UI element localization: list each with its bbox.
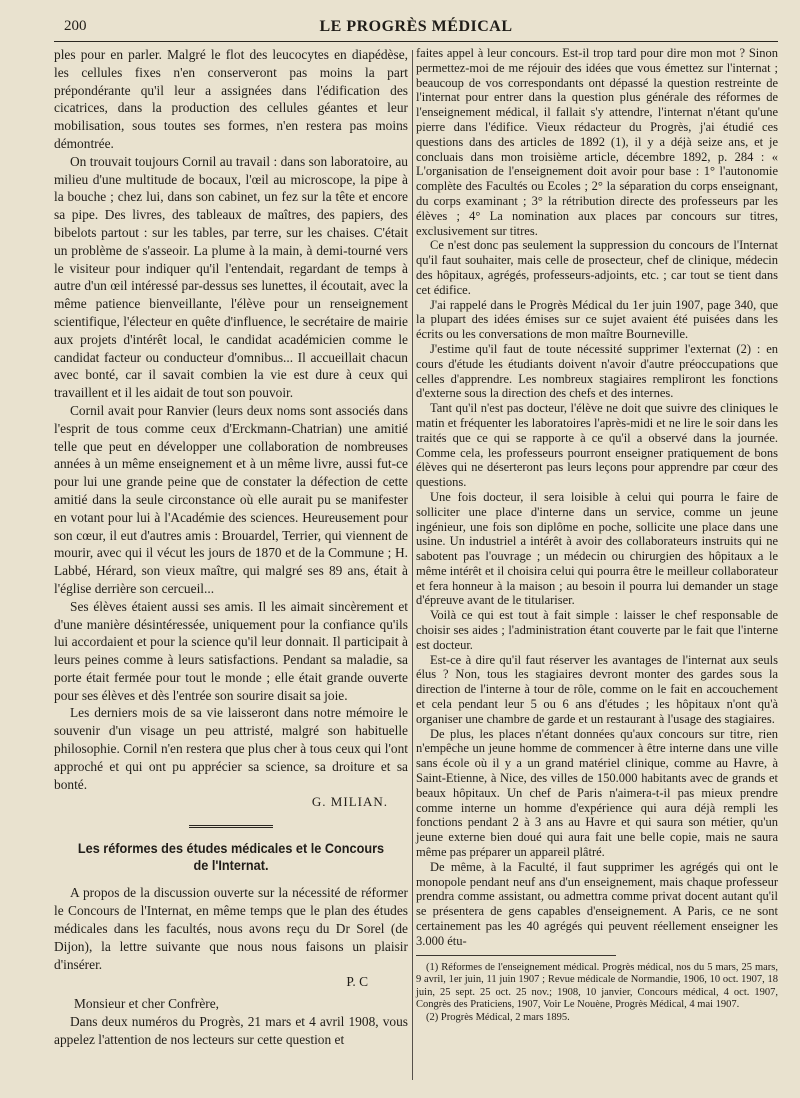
paragraph: faites appel à leur concours. Est-il trop tard pour dire mon mot ? Sinon permettez-moi de me réjouir des idées que vous émettez sur l'internat ; beaucoup de vos correspondants ont dépassé la question restreinte de l'internat pour entrer dans la question plus générale des réformes de l'enseignement médical, il fallait s'y attendre, l'internat n'étant qu'une pierre dans l'édifice. Vieux rédacteur du Progrès, j'ai étudié ces questions dans des articles de 1892 (1), il y a déjà seize ans, et je concluais dans mon troisième article, décembre 1892, p. 284 : « L'organisation de l'enseignement doit avoir pour base : 1° l'autonomie complète des Facultés ou Ecoles ; 2° la séparation du corps enseignant, du corps examinant ; 3° la rétribution directe des professeurs par les élèves ; 4° La nomination aux places par concours sur titres, exclusivement sur titres. [416, 46, 778, 238]
paragraph: On trouvait toujours Cornil au travail : dans son laboratoire, au milieu d'une multitude de bocaux, l'œil au microscope, la pipe à la bouche ; chez lui, dans son cabinet, un fez sur la tête et encore sa pipe. Des livres, des tableaux de maîtres, des papiers, des bibelots partout : sur les tables, par terre, sur les chaises. C'était un problème de s'asseoir. La plume à la main, à demi-tourné vers le visiteur pour indiquer qu'il l'entendait, regardant de temps à autre d'un œil intéressé par-dessus ses lunettes, il écoutait, avec la même patience bienveillante, l'élève pour un renseignement scientifique, l'électeur en quête d'influence, le secrétaire de mairie aux projets d'intérêt local, le candidat académicien comme le candidat facteur ou conducteur d'omnibus... Il accueillait chacun avec bonté, car il savait combien la vie est dure à ceux qui travaillent et il les aidait de tout son pouvoir. [54, 153, 408, 401]
column-divider [412, 50, 413, 1080]
footnote: (2) Progrès Médical, 2 mars 1895. [426, 1011, 570, 1023]
paragraph: ples pour en parler. Malgré le flot des leucocytes en diapédèse, les cellules fixes n'en conserveront pas moins la part prépondérante qu'il leur a assignées dans l'édification des cicatrices, dans la production des cellules géantes et leur mobilisation, sous toutes ses formes, n'en restera pas moins démontrée. [54, 47, 408, 151]
paragraph: Ce n'est donc pas seulement la suppression du concours de l'Internat qu'il faut souhaiter, mais celle de prosecteur, chef de clinique, médecin des hôpitaux, agrégés, professeurs-adjoints, etc. ; car tout se tient dans cet édifice. [416, 238, 778, 297]
paragraph: Ses élèves étaient aussi ses amis. Il les aimait sincèrement et d'une manière désintéressée, uniquement pour la confiance qu'ils lui accordaient et pour la science qu'il leur donnait. Il participait à leurs peines comme à leurs satisfactions. Pendant sa maladie, sa porte était fermée pour tout le monde ; elle était grande ouverte pour ses élèves et dès l'entrée son sourire disait sa joie. [54, 598, 408, 703]
page-header [54, 14, 778, 42]
paragraph: Les derniers mois de sa vie laisseront dans notre mémoire le souvenir d'un visage un peu attristé, malgré son habituelle philosophie. Cornil n'en restera que plus cher à tous ceux qui l'ont approché et qui ont pu apprécier sa science, sa droiture et sa bonté. [54, 705, 408, 792]
paragraph: Est-ce à dire qu'il faut réserver les avantages de l'internat aux seuls élus ? Non, tous les stagiaires devront monter des gardes sous la direction de l'interne à tour de rôle, comme on le fait en accouchement et cela pendant leur 5 ou 6 ans d'études ; les hôpitaux n'ont qu'à organiser une chambre de garde et un restaurant à l'usage des stagiaires. [416, 652, 778, 726]
paragraph: J'ai rappelé dans le Progrès Médical du 1er juin 1907, page 340, que la plupart des idées émises sur ce sujet avaient été puisées dans les écrits ou les conversations de mon maître Bourneville. [416, 297, 778, 342]
paragraph: Cornil avait pour Ranvier (leurs deux noms sont associés dans l'esprit de tous comme ceux d'Erckmann-Chatrian) une amitié telle que peut en développer une collaboration de nombreuses années à un même enseignement et à un même livre, aussi fut-ce pour lui une grande peine que de constater la défection de cette amitié dans la seule circonstance où elle aurait pu se manifester en votant pour lui à l'Académie des sciences. Heureusement pour son cœur, il eut d'autres amis : Brouardel, Terrier, qui viennent de mourir, avec qui il vécut les jours de 1870 et de la Commune ; H. Labbé, Hérard, son vieux maître, qui malgré ses 89 ans, était à l'église derrière son cercueil... [54, 402, 408, 596]
page-number: 200 [64, 18, 87, 34]
article-title: Les réformes des études médicales et le Concours de l'Internat. [77, 841, 385, 874]
footnote: (1) Réformes de l'enseignement médical. Progrès médical, nos du 5 mars, 25 mars, 9 avril, 1er juin, 11 juin 1907 ; Revue médicale de Normandie, 1906, 10 oct. 1907, 18 juin, 25 sept. 25 oct. 25 nov.; 1908, 10 janvier, Concours médical, 4 oct. 1907, Congrès des Praticiens, 1907, Voir Le Nouène, Progrès Médical, 4 mai 1907. [416, 961, 778, 1011]
paragraph: De même, à la Faculté, il faut supprimer les agrégés qui ont le monopole pendant neuf ans d'un enseignement, mais chaque professeur prendra comme assistant, ou admettra comme privat docent autant qu'il se présentera de gens capables d'enseignement. A Paris, ce ne sont certainement pas les 40 agrégés qui peuvent réellement enseigner les 3.000 étu- [416, 859, 778, 948]
paragraph: Tant qu'il n'est pas docteur, l'élève ne doit que suivre des cliniques le matin et fréquenter les laboratoires l'après-midi et ne lire le soir dans les traités que ce qui se rapporte à ce qu'il a observé dans la journée. Comme cela, les professeurs pourront enseigner pratiquement de bons élèves qui ne déserteront pas leurs leçons pour apprendre par cœur des questions. [416, 401, 778, 490]
paragraph: Une fois docteur, il sera loisible à celui qui pourra le faire de solliciter une place d'interne dans un service, comme un jeune ingénieur, une fois son diplôme en poche, sollicite une place dans une usine. Un industriel a intérêt à avoir des collaborateurs instruits qui ne sabotent pas l'ouvrage ; un médecin ou chirurgien des hôpitaux a le même intérêt et il choisira celui qui pourra être le meilleur collaborateur et fera honneur à la maison ; au besoin il pourra lui demander un stage d'épreuve avant de le titulariser. [416, 489, 778, 608]
letter-paragraph: Dans deux numéros du Progrès, 21 mars et 4 avril 1908, vous appelez l'attention de nos lecteurs sur cette question et [54, 1014, 408, 1048]
left-column [54, 46, 408, 1049]
footnote-rule [416, 955, 616, 956]
letter-salutation: Monsieur et cher Confrère, [74, 996, 220, 1012]
section-rule [189, 825, 273, 828]
text-columns [54, 46, 778, 1098]
intro-paragraph: A propos de la discussion ouverte sur la nécessité de réformer le Concours de l'Internat, en même temps que le plan des études médicales dans les facultés, nous avons reçu du Dr Sorel (de Dijon), la lettre suivante que nous nous faisons un plaisir d'insérer. [54, 885, 408, 972]
paragraph: Voilà ce qui est tout à fait simple : laisser le chef responsable de choisir ses aides ; l'administration étant couverte par le fait que l'interne est docteur. [416, 608, 778, 652]
editor-initials: P. C [346, 974, 368, 990]
right-column [416, 46, 778, 1025]
paragraph: J'estime qu'il faut de toute nécessité supprimer l'externat (2) : en cours d'étude les étudiants doivent n'avoir d'autre préoccupations que celles d'apprendre. Les nombreux stagiaires rempliront les fonctions d'externe sous la direction des chefs et des internes. [416, 341, 778, 401]
author-signature: G. MILIAN. [311, 794, 388, 810]
footnotes [416, 962, 778, 1025]
journal-title: LE PROGRÈS MÉDICAL [319, 18, 513, 35]
paragraph: De plus, les places n'étant données qu'aux concours sur titre, rien n'empêche un jeune homme de commencer à être interne dans une ville sans école où il y a un grand matériel clinique, comme au Havre, à Saint-Etienne, à Nice, des villes de 150.000 habitants avec de grands et beaux hôpitaux. Un chef de Paris n'aimera-t-il pas mieux prendre comme interne un homme d'expérience qui aura déjà rempli les fonctions pendant 2 à 3 ans au Havre et qui saura son métier, qu'un jeune externe bien doué qui aura fait une belle copie, mais ne saura même pas préparer un appareil plâtré. [416, 726, 778, 860]
